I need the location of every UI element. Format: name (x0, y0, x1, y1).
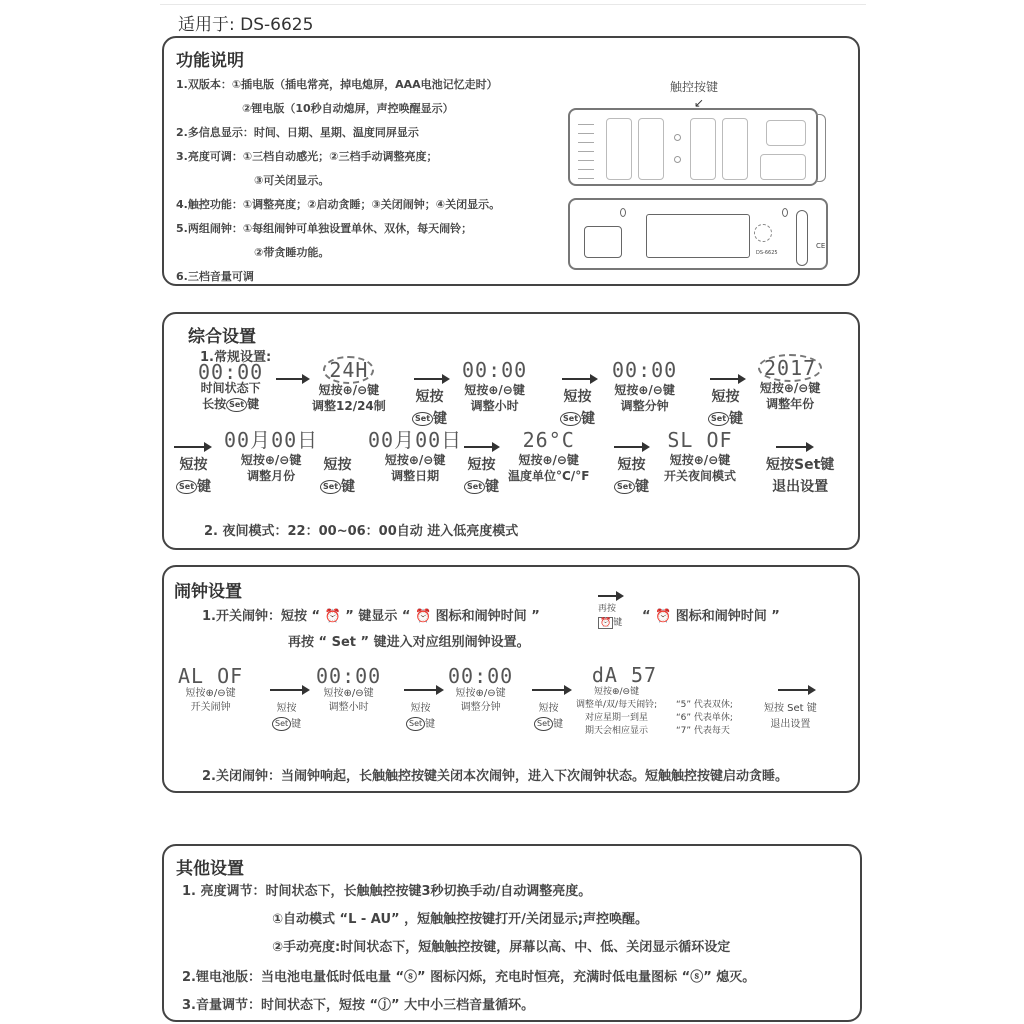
alarm-key: ⏰ 键 (600, 618, 623, 628)
alarm-title: 闹钟设置 (174, 582, 242, 602)
flow-arrow (270, 689, 308, 691)
other-line: ②手动亮度:时间状态下，短触触控按键，屏幕以高、中、低、关闭显示循环设定 (272, 940, 731, 955)
press-set: 短按 Set 键 (464, 454, 499, 498)
speaker-icon (754, 224, 772, 242)
set-key-icon: Set (176, 480, 197, 494)
set-key-icon: Set (226, 398, 247, 412)
hang-hole-icon (782, 208, 788, 217)
press-set: 短按 Set 键 (614, 454, 649, 498)
back-model-label: DS-6625 (756, 250, 778, 256)
step-24h: 24H 短按⊕/⊖键 调整12/24制 (312, 358, 386, 413)
day-code-legend: “5” 代表双休; “6” 代表单休; “7” 代表每天 (676, 700, 733, 736)
other-line: 3.音量调节：时间状态下，短按 “ⓙ” 大中小三档音量循环。 (182, 998, 535, 1013)
set-key-icon: Set (412, 412, 433, 426)
weekday-labels (578, 118, 594, 180)
set-key-icon: Set (406, 717, 425, 731)
step-night-mode: SL OF 短按⊕/⊖键 开关夜间模式 (664, 428, 737, 483)
set-key-icon: Set (534, 717, 553, 731)
clock-side (816, 114, 826, 182)
set-key-icon: Set (272, 717, 291, 731)
hang-hole-icon (620, 208, 626, 217)
feature-line: ②带贪睡功能。 (254, 246, 330, 259)
feature-line: 2.多信息显示：时间、日期、星期、温度同屏显示 (176, 126, 419, 139)
alarm-settings-panel (162, 565, 860, 793)
battery-cover (646, 214, 750, 258)
set-key-icon: Set (464, 480, 485, 494)
top-divider (160, 4, 866, 5)
set-key-icon: Set (614, 480, 635, 494)
digit (690, 118, 716, 180)
step-year: 2017 短按⊕/⊖键 调整年份 (759, 356, 821, 411)
alarm-step-minute: 00:00 短按⊕/⊖键 调整分钟 (448, 664, 514, 713)
night-mode-note: 2. 夜间模式：22：00~06：00自动 进入低亮度模式 (204, 524, 519, 539)
alarm-line2: 再按 “ Set ” 键进入对应组别闹钟设置。 (288, 635, 530, 650)
alarm-line1: 1.开关闹钟：短按 “ ⏰ ” 键显示 “ ⏰ 图标和闹钟时间 ” (202, 609, 540, 624)
press-set: 短按 Set 键 (560, 386, 595, 430)
digit (606, 118, 632, 180)
flow-arrow (776, 446, 812, 448)
other-title: 其他设置 (176, 859, 244, 879)
step-minute: 00:00 短按⊕/⊖键 调整分钟 (612, 358, 678, 413)
alarm-close-note: 2.关闭闹钟：当闹钟响起，长触触控按键关闭本次闹钟，进入下次闹钟状态。短触触控按键启动贪睡。 (202, 769, 788, 784)
flow-arrow (174, 446, 210, 448)
press-set: 短按 Set 键 (176, 454, 211, 498)
other-line: 1. 亮度调节：时间状态下，长触触控按键3秒切换手动/自动调整亮度。 (182, 884, 592, 899)
flow-arrow (562, 378, 596, 380)
step-time-state: 00:00 时间状态下 长按 Set 键 (198, 360, 264, 411)
flow-arrow (710, 378, 744, 380)
flow-arrow (404, 689, 442, 691)
alarm-step-onoff: AL OF 短按⊕/⊖键 开关闹钟 (178, 664, 244, 713)
clock-back-diagram (568, 198, 828, 270)
button-strip (796, 210, 808, 266)
step-day: 00月00日 短按⊕/⊖键 调整日期 (368, 428, 463, 483)
set-key-icon: Set (560, 412, 581, 426)
feature-line: 4.触控功能：①调整亮度；②启动贪睡；③关闭闹钟；④关闭显示。 (176, 198, 501, 211)
ce-mark: CE (816, 242, 826, 250)
step-exit: 短按Set键 退出设置 (766, 457, 835, 495)
temp-digits (766, 120, 806, 146)
general-settings-panel (162, 312, 860, 550)
press-set: 短按 Set 键 (412, 386, 447, 430)
step-hour: 00:00 短按⊕/⊖键 调整小时 (462, 358, 528, 413)
other-settings-panel (162, 844, 862, 1022)
alarm-step-hour: 00:00 短按⊕/⊖键 调整小时 (316, 664, 382, 713)
pointer-arrow-icon: ↙ (694, 96, 705, 110)
press-set: 短按 Set 键 (708, 386, 743, 430)
general-title: 综合设置 (188, 327, 256, 347)
general-subtitle: 1.常规设置: (200, 350, 272, 365)
feature-line: 6.三档音量可调 (176, 270, 254, 283)
press-set: 短按 Set 键 (272, 701, 301, 733)
alarm-step-day: dA 57 短按⊕/⊖键 调整单/双/每天闹铃; 对应星期一到星 期天会相应显示 (576, 663, 658, 736)
flow-arrow (532, 689, 570, 691)
digit (638, 118, 664, 180)
clock-front-diagram (568, 108, 818, 186)
flow-arrow (464, 446, 498, 448)
flow-arrow (276, 378, 308, 380)
model-label: 适用于: DS-6625 (178, 15, 314, 35)
date-digits (760, 154, 806, 180)
flow-arrow (778, 689, 814, 691)
colon-dot (674, 156, 681, 163)
other-line: ①自动模式 “L - AU” ，短触触控按键打开/关闭显示;声控唤醒。 (272, 912, 649, 927)
set-key-icon: Set (708, 412, 729, 426)
feature-line: ③可关闭显示。 (254, 174, 330, 187)
touch-key-label: 触控按键 (670, 80, 719, 94)
step-month: 00月00日 短按⊕/⊖键 调整月份 (224, 428, 319, 483)
press-set: 短按 Set 键 (406, 701, 435, 733)
adapter-plug (584, 226, 622, 258)
features-title: 功能说明 (176, 51, 244, 71)
alarm-line1-alt: “ ⏰ 图标和闹钟时间 ” (642, 609, 780, 624)
colon-dot (674, 134, 681, 141)
other-line: 2.锂电池版：当电池电量低时低电量 “ⓢ” 图标闪烁，充电时恒亮，充满时低电量图标 “ⓢ” 熄灭。 (182, 970, 756, 985)
feature-line: 1.双版本：①插电版（插电常亮，掉电熄屏，AAA电池记忆走时） (176, 78, 498, 91)
feature-line: ②锂电版（10秒自动熄屏，声控唤醒显示） (242, 102, 454, 115)
feature-line: 3.亮度可调：①三档自动感光；②三档手动调整亮度； (176, 150, 438, 163)
alarm-exit: 短按 Set 键 退出设置 (764, 703, 817, 730)
flow-arrow (414, 378, 448, 380)
press-set: 短按 Set 键 (534, 701, 563, 733)
press-again: 再按 (598, 604, 617, 614)
digit (722, 118, 748, 180)
step-temp-unit: 26°C 短按⊕/⊖键 温度单位°C/°F (508, 428, 590, 483)
feature-line: 5.两组闹钟：①每组闹钟可单独设置单休、双休，每天闹铃； (176, 222, 473, 235)
flow-arrow (598, 595, 622, 597)
press-set: 短按 Set 键 (320, 454, 355, 498)
flow-arrow (614, 446, 648, 448)
set-key-icon: Set (320, 480, 341, 494)
alarm-clock-icon: ⏰ (600, 618, 612, 628)
